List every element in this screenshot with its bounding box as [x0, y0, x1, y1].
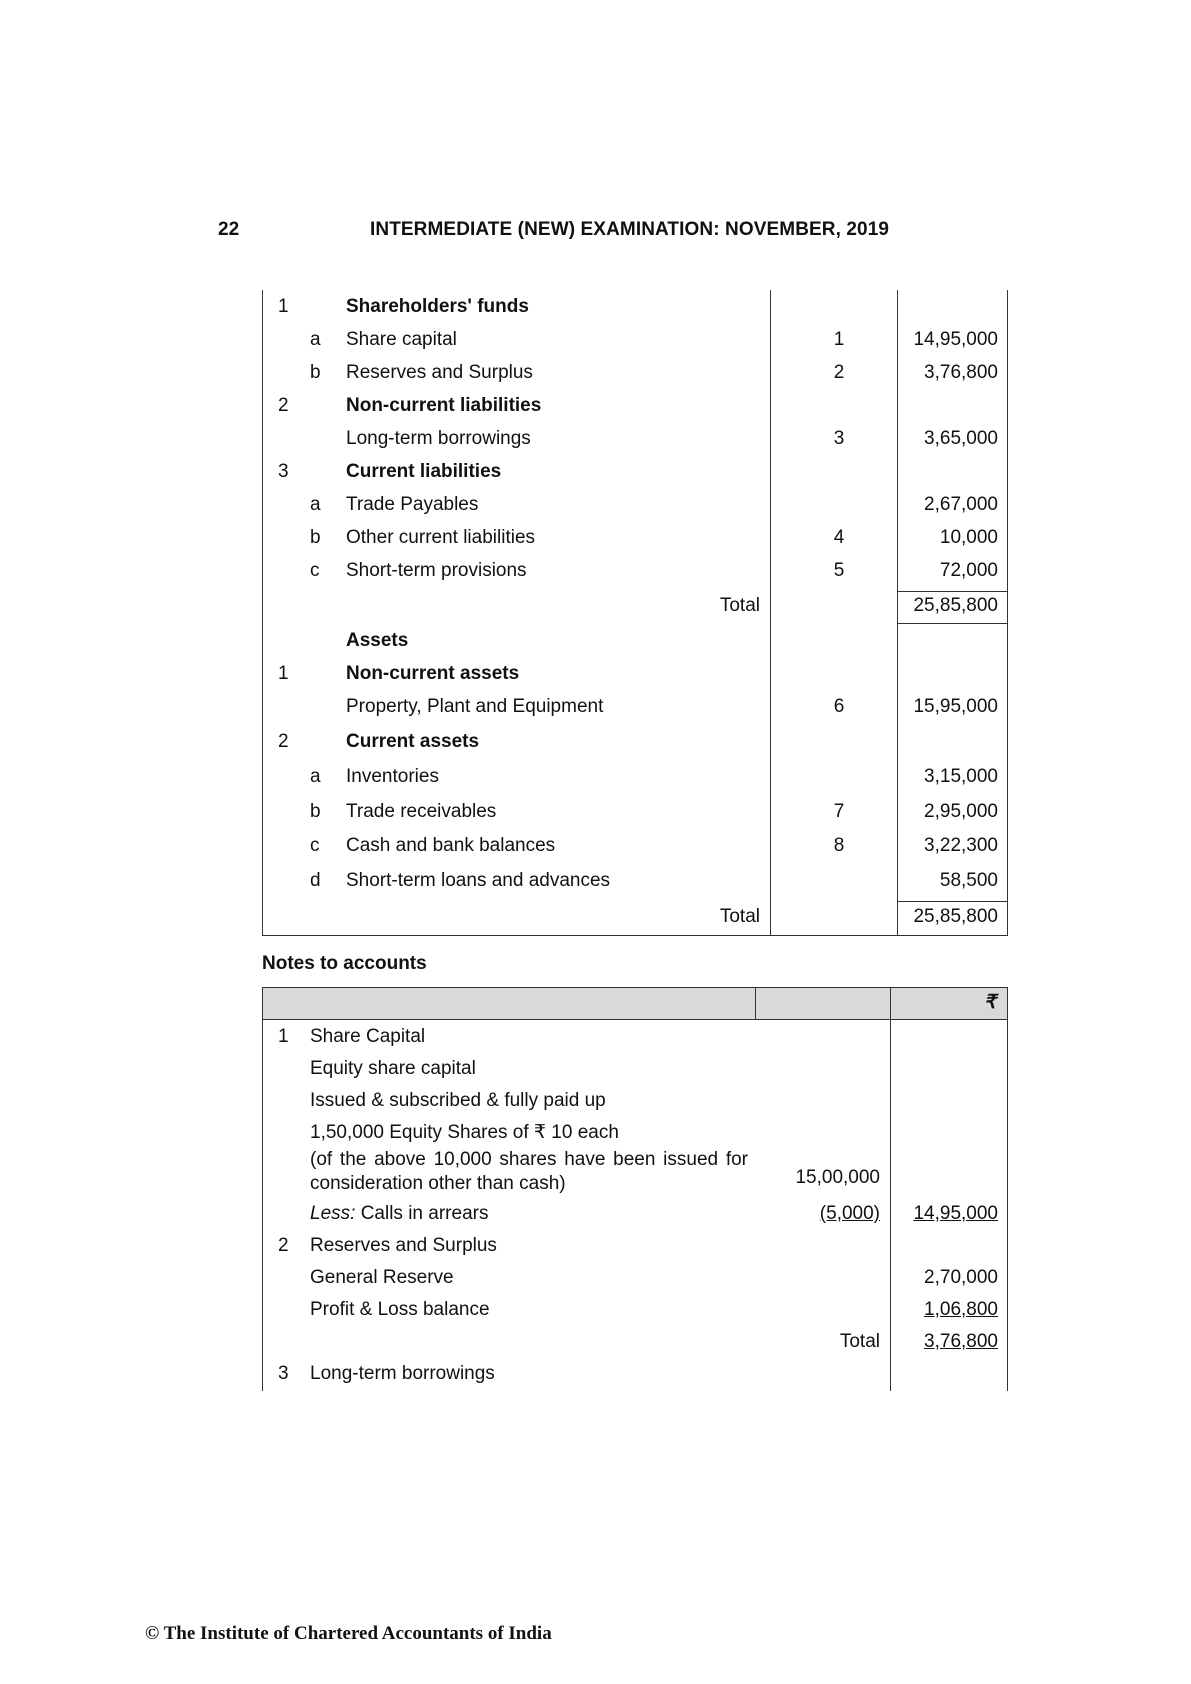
less-label: Less:: [310, 1203, 356, 1224]
notes-table-header: [262, 987, 1008, 1019]
page-title: INTERMEDIATE (NEW) EXAMINATION: NOVEMBER, 2019: [370, 219, 890, 240]
bs-amount: 58,500: [939, 870, 998, 891]
bs-total-rule-bottom-1: [897, 623, 1008, 624]
bs-num: 2: [278, 395, 289, 416]
note-num: 3: [278, 1363, 289, 1384]
bs-total-rule-top-2: [897, 901, 1008, 902]
bs-note: 6: [833, 696, 845, 717]
bs-section-title: Shareholders' funds: [346, 296, 529, 317]
nt-col-divider: [890, 987, 891, 1391]
bs-amount: 72,000: [939, 560, 998, 581]
note-total-label: Total: [839, 1331, 880, 1352]
bs-sub: c: [310, 560, 320, 581]
bs-particular: Share capital: [346, 329, 457, 350]
bs-particular: Short-term provisions: [346, 560, 527, 581]
bs-total-label: Total: [719, 906, 760, 927]
nt-left-border: [262, 987, 263, 1391]
note-line: Profit & Loss balance: [310, 1299, 490, 1320]
nt-header-divider: [755, 987, 756, 1019]
bs-particular: Long-term borrowings: [346, 428, 531, 449]
bs-num: 2: [278, 731, 289, 752]
page-number: 22: [218, 219, 240, 240]
bs-total-amount: 25,85,800: [913, 595, 998, 616]
bs-amount: 14,95,000: [913, 329, 998, 350]
bs-section-title: Current assets: [346, 731, 480, 752]
bs-particular: Inventories: [346, 766, 439, 787]
bs-amount: 3,76,800: [924, 362, 998, 383]
note-title: Share Capital: [310, 1026, 426, 1047]
balance-sheet-table: [262, 290, 1008, 936]
nt-top-border: [262, 987, 1008, 988]
bs-particular: Short-term loans and advances: [346, 870, 611, 891]
bs-section-title: Non-current assets: [346, 663, 520, 684]
bs-particular: Trade Payables: [346, 494, 479, 515]
bs-note: 7: [833, 801, 845, 822]
notes-table: [262, 987, 1008, 1391]
bs-amount: 2,67,000: [924, 494, 998, 515]
bs-total-amount: 25,85,800: [913, 906, 998, 927]
bs-sub: b: [310, 362, 321, 383]
bs-bottom-border: [262, 935, 1008, 936]
bs-note: 1: [833, 329, 845, 350]
bs-sub: b: [310, 527, 321, 548]
bs-sub: d: [310, 870, 321, 891]
bs-num: 1: [278, 296, 289, 317]
bs-amount: 3,15,000: [924, 766, 998, 787]
bs-amount: 15,95,000: [913, 696, 998, 717]
bs-particular: Trade receivables: [346, 801, 497, 822]
note-amount: 2,70,000: [924, 1267, 998, 1288]
copyright-footer: © The Institute of Chartered Accountants of India: [145, 1623, 552, 1644]
bs-col-divider-1: [770, 290, 771, 936]
less-text: Calls in arrears: [355, 1203, 489, 1224]
bs-particular: Property, Plant and Equipment: [346, 696, 604, 717]
bs-note: 2: [833, 362, 845, 383]
bs-amount: 10,000: [939, 527, 998, 548]
note-amount: 15,00,000: [795, 1167, 880, 1188]
bs-note: 8: [833, 835, 845, 856]
bs-right-border: [1007, 290, 1008, 936]
bs-num: 1: [278, 663, 289, 684]
bs-sub: a: [310, 766, 321, 787]
note-line: Equity share capital: [310, 1058, 476, 1079]
bs-section-title: Current liabilities: [346, 461, 502, 482]
note-net-amount: 14,95,000: [913, 1203, 998, 1224]
nt-right-border: [1007, 987, 1008, 1391]
bs-section-title: Assets: [346, 630, 409, 651]
note-num: 2: [278, 1235, 289, 1256]
bs-particular: Reserves and Surplus: [346, 362, 533, 383]
notes-heading: Notes to accounts: [262, 953, 427, 974]
bs-total-rule-top-1: [897, 591, 1008, 592]
note-line: 1,50,000 Equity Shares of ₹ 10 each: [310, 1122, 619, 1143]
note-title: Long-term borrowings: [310, 1363, 495, 1384]
rupee-symbol: ₹: [983, 992, 996, 1013]
note-amount: 1,06,800: [924, 1299, 998, 1320]
bs-sub: a: [310, 329, 321, 350]
bs-note: 5: [833, 560, 845, 581]
note-line: Issued & subscribed & fully paid up: [310, 1090, 606, 1111]
bs-section-title: Non-current liabilities: [346, 395, 542, 416]
bs-sub: b: [310, 801, 321, 822]
bs-num: 3: [278, 461, 289, 482]
note-num: 1: [278, 1026, 289, 1047]
note-less-amount: (5,000): [819, 1203, 880, 1224]
bs-total-label: Total: [719, 595, 760, 616]
bs-particular: Cash and bank balances: [346, 835, 556, 856]
bs-amount: 2,95,000: [924, 801, 998, 822]
bs-amount: 3,65,000: [924, 428, 998, 449]
bs-particular: Other current liabilities: [346, 527, 536, 548]
bs-col-divider-2: [897, 290, 898, 936]
note-less-line: [310, 1202, 748, 1225]
note-title: Reserves and Surplus: [310, 1235, 497, 1256]
bs-left-border: [262, 290, 263, 936]
note-line: (of the above 10,000 shares have been issued for consideration other than cash): [310, 1149, 748, 1194]
bs-amount: 3,22,300: [924, 835, 998, 856]
bs-note: 4: [833, 527, 845, 548]
note-total-amount: 3,76,800: [924, 1331, 998, 1352]
note-line: General Reserve: [310, 1267, 454, 1288]
nt-header-rule: [262, 1019, 1008, 1020]
bs-sub: a: [310, 494, 321, 515]
bs-sub: c: [310, 835, 320, 856]
bs-note: 3: [833, 428, 845, 449]
